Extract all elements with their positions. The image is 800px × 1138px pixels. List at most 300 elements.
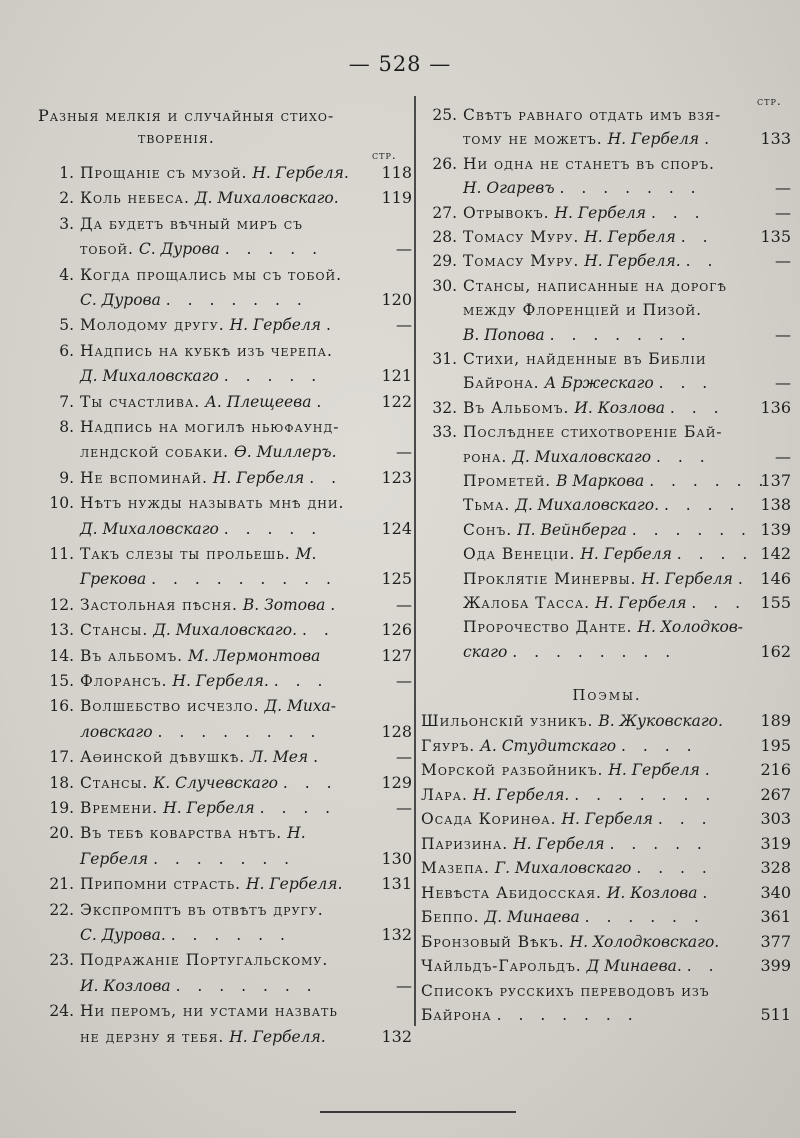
entry-page-number: 130: [381, 848, 412, 868]
entry-number: 22.: [49, 900, 74, 919]
entry-author: Н. Гербеля.: [229, 1027, 326, 1046]
entry-page-number: —: [396, 975, 412, 995]
toc-entry: [38, 439, 412, 465]
entry-page-number: 303: [760, 809, 791, 828]
entry-number: 5.: [59, 316, 74, 335]
entry-page-number: 138: [760, 495, 791, 515]
entry-author: Н. Гербеля: [561, 810, 653, 828]
entry-author: П. Вейнберга: [517, 520, 627, 539]
entry-title: Байрона.: [463, 374, 540, 393]
entry-number: 23.: [49, 951, 74, 970]
entry-author: ловскаго: [80, 722, 153, 741]
toc-entry: [38, 592, 412, 618]
entry-number: 33.: [432, 423, 457, 442]
entry-page-number: 328: [760, 858, 791, 877]
toc-entry: [38, 770, 412, 796]
toc-entry: [421, 395, 791, 421]
entry-leader-dots: . . .: [282, 773, 338, 792]
entry-leader-dots: . . . . . . .: [496, 1006, 639, 1024]
entry-title: между Флоренціей и Пизой.: [463, 301, 703, 320]
entry-title: Тьма.: [463, 496, 511, 515]
entry-title: Гяуръ.: [421, 736, 476, 755]
entry-author: А. Студитскаго: [480, 736, 617, 755]
toc-entry: [421, 566, 791, 592]
entry-author: А. Плещеева: [205, 392, 312, 411]
entry-author: С. Дурова.: [80, 926, 166, 944]
entry-page-number: 142: [760, 544, 791, 564]
toc-entry: [421, 831, 791, 857]
entry-page-number: 139: [760, 519, 791, 539]
entry-leader-dots: . . . .: [636, 859, 713, 877]
toc-entry: [421, 806, 791, 832]
toc-entry: [38, 922, 412, 948]
toc-entry: [421, 175, 791, 201]
entry-page-number: 119: [381, 188, 412, 208]
entry-number: 25.: [432, 106, 457, 124]
toc-entry: [421, 517, 791, 543]
entry-page-number: 155: [760, 593, 791, 612]
toc-entry: [38, 516, 412, 542]
bottom-rule: [320, 1111, 516, 1113]
entry-page-number: 361: [760, 907, 791, 926]
page-number: — 528 —: [348, 52, 452, 76]
toc-entry: [421, 346, 706, 372]
entry-leader-dots: . . . . . . .: [559, 179, 702, 198]
entry-leader-dots: . . . . . .: [584, 908, 705, 926]
entry-page-number: 124: [381, 518, 412, 538]
entry-title: лендской собаки.: [80, 443, 230, 462]
entry-leader-dots: . . . . . .: [649, 472, 770, 490]
entry-leader-dots: . . .: [657, 810, 713, 828]
section-title-line-1: Разныя мелкія и случайныя стихо-: [38, 106, 335, 125]
entry-page-number: 399: [760, 956, 791, 975]
toc-entry: [38, 185, 412, 211]
entry-page-number: 126: [381, 620, 412, 640]
entry-title: Припомни страсть.: [80, 875, 242, 894]
entry-author: Д. Михаловскаго.: [153, 621, 298, 640]
entry-leader-dots: . . . .: [663, 496, 741, 515]
entry-author: Л. Мея: [250, 748, 309, 767]
toc-entry: [421, 492, 791, 518]
entry-author: Н. Гербеля: [163, 799, 255, 817]
entry-author: И. Козлова: [574, 398, 665, 417]
entry-leader-dots: . . . . .: [223, 519, 323, 538]
entry-author: И. Козлова: [80, 976, 171, 995]
toc-entry: [38, 998, 338, 1024]
entry-leader-dots: .: [326, 316, 337, 335]
left-page-column-header: стр.: [372, 148, 397, 162]
entry-number: 12.: [49, 595, 74, 614]
entry-author: М.: [295, 545, 317, 563]
entry-author: Н. Гербеля.: [584, 252, 681, 271]
entry-page-number: —: [396, 671, 412, 690]
entry-title: Стансы, написанные на дорогѣ: [463, 276, 727, 295]
entry-page-number: —: [775, 446, 791, 466]
entry-page-number: —: [396, 315, 412, 335]
entry-leader-dots: . . . . . . . .: [157, 722, 322, 741]
toc-entry: [38, 338, 333, 364]
entry-number: 18.: [49, 773, 74, 792]
entry-title: Свѣтъ равнаго отдать имъ взя-: [463, 106, 722, 124]
entry-number: 15.: [49, 672, 74, 690]
entry-title: тобой.: [80, 240, 134, 259]
entry-page-number: —: [775, 373, 791, 393]
entry-leader-dots: . . . . . . . . .: [151, 570, 337, 589]
entry-leader-dots: . . .: [691, 594, 747, 612]
entry-author: Д. Миха-: [264, 697, 337, 716]
entry-number: 27.: [432, 203, 457, 222]
toc-entry: [38, 643, 412, 669]
entry-page-number: —: [775, 324, 791, 344]
entry-leader-dots: .: [704, 761, 716, 779]
entry-author: Д. Михаловскаго.: [515, 496, 660, 515]
entry-author: Н. Гербеля: [580, 545, 672, 564]
entry-number: 9.: [59, 468, 74, 487]
entry-leader-dots: . . .: [273, 672, 329, 690]
entry-author: М. Лермонтова: [187, 646, 321, 665]
toc-entry: [421, 614, 743, 640]
entry-leader-dots: . . . . . . .: [549, 325, 692, 344]
entry-author: Д. Михаловскаго: [512, 447, 652, 466]
entry-title: Невѣста Абидосская.: [421, 883, 602, 902]
entry-page-number: 319: [760, 833, 791, 853]
entry-title: Послѣднее стихотвореніе Бай-: [463, 423, 723, 442]
toc-entry: [421, 419, 723, 445]
entry-number: 6.: [59, 341, 74, 360]
entry-title: Времени.: [80, 799, 159, 817]
entry-author: Д. Минаева: [484, 908, 580, 926]
entry-page-number: 377: [760, 931, 791, 951]
entry-leader-dots: .: [704, 130, 716, 149]
entry-page-number: 216: [760, 760, 791, 779]
section-title-line-2: творенія.: [138, 128, 215, 147]
entry-title: Ни одна не станетъ въ споръ.: [463, 154, 715, 173]
toc-entry: [38, 871, 412, 897]
toc-entry: [38, 719, 412, 745]
entry-author: Г. Михаловскаго: [494, 859, 632, 877]
toc-entry: [38, 262, 342, 288]
entry-author: С. Дурова: [138, 240, 220, 259]
entry-page-number: 137: [760, 471, 791, 490]
toc-entry: [421, 1002, 791, 1028]
entry-title: тому не можетъ.: [463, 130, 603, 149]
entry-number: 32.: [432, 398, 457, 417]
entry-author: В. Жуковскаго.: [598, 712, 723, 730]
entry-leader-dots: . .: [309, 468, 343, 487]
toc-entry: [38, 973, 412, 999]
entry-title: Морской разбойникъ.: [421, 761, 604, 779]
entry-leader-dots: .: [313, 748, 325, 767]
entry-page-number: 131: [381, 874, 412, 894]
entry-title: Томасу Муру.: [463, 252, 580, 271]
toc-entry: [38, 668, 412, 694]
entry-title: Стансы.: [80, 773, 149, 792]
entry-leader-dots: . .: [685, 252, 719, 271]
entry-author: скаго: [463, 642, 508, 661]
entry-leader-dots: .: [330, 595, 342, 614]
entry-author: Н. Огаревъ: [463, 179, 555, 198]
entry-title: Аѳинской дѣвушкѣ.: [80, 748, 246, 767]
entry-title: Отрывокъ.: [463, 203, 550, 222]
entry-page-number: —: [396, 747, 412, 767]
entry-title: Нѣтъ нужды называть мнѣ дни.: [80, 494, 345, 513]
entry-page-number: 195: [760, 735, 791, 755]
entry-leader-dots: . . . . .: [609, 834, 708, 853]
entry-author: Н. Гербеля: [608, 761, 700, 779]
entry-title: Ты счастлива.: [80, 392, 201, 411]
entry-author: К. Случевскаго: [153, 773, 278, 792]
entry-title: Стансы.: [80, 621, 149, 640]
entry-title: Шильонскій узникъ.: [421, 712, 594, 730]
toc-entry: [421, 102, 721, 128]
entry-author: Н. Гербеля.: [172, 672, 269, 690]
entry-title: Флорансъ.: [80, 672, 168, 690]
entry-number: 20.: [49, 824, 74, 843]
toc-entry: [421, 273, 727, 299]
toc-entry: [421, 855, 791, 881]
entry-title: Сонъ.: [463, 520, 513, 539]
entry-author: В Маркова: [556, 472, 645, 490]
entry-title: Лара.: [421, 785, 468, 804]
toc-entry: [421, 200, 791, 226]
entry-page-number: 162: [760, 641, 791, 661]
entry-title: Подражаніе Португальскому.: [80, 951, 329, 970]
toc-entry: [421, 322, 791, 348]
entry-author: Н. Гербеля.: [252, 164, 349, 182]
entry-number: 24.: [49, 1002, 74, 1021]
entry-title: Прощаніе съ музой.: [80, 164, 248, 182]
entry-page-number: 127: [381, 645, 412, 665]
entry-number: 28.: [432, 228, 457, 246]
toc-entry: [38, 414, 340, 440]
entry-number: 11.: [49, 545, 74, 563]
entry-leader-dots: . . .: [658, 374, 714, 393]
entry-page-number: —: [775, 202, 791, 222]
entry-leader-dots: .: [702, 883, 714, 902]
entry-number: 19.: [49, 799, 74, 817]
entry-page-number: 128: [381, 721, 412, 741]
entry-title: Въ Альбомъ.: [463, 398, 570, 417]
entry-leader-dots: . . . . . .: [631, 520, 752, 539]
entry-title: Экспромптъ въ отвѣтъ другу.: [80, 900, 324, 919]
entry-title: Надпись на могилѣ ньюфаунд-: [80, 418, 340, 436]
toc-entry: [38, 287, 412, 313]
entry-leader-dots: .: [316, 392, 328, 411]
toc-entry: [38, 744, 412, 770]
entry-leader-dots: . . . . .: [224, 240, 324, 259]
entry-number: 16.: [49, 697, 74, 716]
entry-page-number: —: [775, 178, 791, 198]
entry-author: Н. Гербеля.: [472, 785, 570, 804]
entry-leader-dots: . .: [301, 621, 335, 640]
entry-author: Н. Гербеля: [607, 130, 700, 149]
entry-number: 10.: [49, 494, 74, 513]
entry-leader-dots: . . .: [669, 398, 725, 417]
entry-author: Ѳ. Миллеръ.: [234, 443, 337, 462]
entry-page-number: —: [396, 442, 412, 462]
entry-page-number: 125: [381, 569, 412, 589]
entry-leader-dots: . . . . . . . .: [512, 642, 677, 661]
toc-entry: [38, 465, 412, 491]
entry-page-number: 136: [760, 397, 791, 417]
toc-entry: [38, 236, 412, 262]
toc-entry: [38, 389, 412, 415]
entry-number: 31.: [432, 350, 457, 368]
toc-entry: [38, 566, 412, 592]
entry-title: Чайльдъ-Гарольдъ.: [421, 957, 582, 975]
entry-number: 1.: [59, 164, 74, 182]
toc-entry: [38, 312, 412, 338]
entry-author: Н. Гербеля: [229, 316, 322, 335]
entry-title: Волшебство исчезло.: [80, 697, 260, 716]
toc-entry: [421, 708, 791, 734]
entry-number: 8.: [59, 418, 74, 436]
entry-leader-dots: . . . . . . .: [153, 849, 296, 868]
entry-page-number: 123: [381, 467, 412, 487]
entry-page-number: 135: [760, 227, 791, 246]
toc-entry: [38, 541, 316, 567]
entry-page-number: 132: [381, 925, 412, 944]
toc-entry: [421, 880, 791, 906]
entry-number: 21.: [49, 875, 74, 894]
entry-page-number: 340: [760, 882, 791, 902]
entry-author: А Бржескаго: [544, 374, 654, 393]
toc-entry: [421, 929, 791, 955]
entry-title: Молодому другу.: [80, 316, 225, 335]
entry-page-number: 146: [760, 568, 791, 588]
entry-title: Бронзовый Вѣкъ.: [421, 932, 565, 951]
entry-author: Гербеля: [80, 849, 149, 868]
entry-page-number: —: [396, 798, 412, 817]
entry-author: Н. Гербеля: [212, 468, 305, 487]
toc-entry: [421, 733, 791, 759]
entry-author: Д. Михаловскаго.: [194, 189, 339, 208]
entry-page-number: 133: [760, 129, 791, 149]
entry-title: Такъ слезы ты прольешь.: [80, 545, 291, 563]
entry-page-number: 189: [760, 711, 791, 730]
entry-author: Д Минаева.: [586, 957, 682, 975]
entry-leader-dots: . .: [680, 228, 714, 246]
entry-number: 7.: [59, 392, 74, 411]
toc-entry: [421, 782, 791, 808]
entry-leader-dots: . . . . . . .: [574, 785, 717, 804]
entry-title: Осада Коринѳа.: [421, 810, 557, 828]
entry-number: 3.: [59, 214, 74, 233]
entry-title: Ни перомъ, ни устами назвать: [80, 1002, 338, 1021]
entry-author: Н. Гербеля: [554, 203, 646, 222]
entry-title: Пророчество Данте.: [463, 618, 633, 637]
entry-leader-dots: . . .: [656, 447, 711, 466]
poems-section-title: Поэмы.: [572, 686, 642, 704]
toc-entry: [421, 978, 710, 1004]
toc-entry: [421, 639, 791, 665]
entry-title: Жалоба Тасса.: [463, 594, 591, 612]
entry-title: рона.: [463, 447, 508, 466]
entry-leader-dots: . . . . . .: [170, 926, 291, 944]
toc-entry: [38, 820, 306, 846]
entry-author: Н.: [287, 824, 306, 843]
entry-author: Н. Гербеля: [584, 228, 676, 246]
entry-number: 14.: [49, 646, 74, 665]
entry-leader-dots: . . . .: [676, 545, 754, 564]
entry-title: Коль небеса.: [80, 189, 190, 208]
toc-entry: [38, 1024, 412, 1050]
entry-author: В. Попова: [463, 325, 545, 344]
entry-page-number: 511: [760, 1005, 791, 1024]
column-divider: [414, 96, 416, 1026]
entry-title: Списокъ русскихъ переводовъ изъ: [421, 981, 710, 1000]
entry-author: Н. Гербеля: [641, 569, 733, 588]
entry-leader-dots: .: [737, 569, 749, 588]
toc-entry: [38, 846, 412, 872]
entry-leader-dots: . .: [686, 957, 720, 975]
entry-author: Д. Михаловскаго: [80, 367, 219, 386]
entry-leader-dots: . . . .: [621, 736, 698, 755]
entry-title: Проклятіе Минервы.: [463, 569, 637, 588]
entry-number: 30.: [432, 276, 457, 295]
toc-entry: [421, 904, 791, 930]
toc-entry: [421, 151, 715, 177]
entry-page-number: 129: [381, 772, 412, 792]
entry-title: Беппо.: [421, 908, 480, 926]
entry-author: Н. Гербеля.: [246, 875, 343, 894]
entry-author: Н. Холодков-: [637, 618, 744, 637]
entry-title: Въ тебѣ коварства нѣтъ.: [80, 824, 283, 843]
toc-entry: [421, 444, 791, 470]
toc-entry: [38, 795, 412, 821]
entry-title: Мазепа.: [421, 859, 490, 877]
toc-entry: [38, 617, 412, 643]
entry-author: И. Козлова: [606, 883, 698, 902]
entry-number: 26.: [432, 154, 457, 173]
entry-title: Паризина.: [421, 834, 509, 853]
toc-entry: [38, 947, 328, 973]
toc-entry: [421, 757, 791, 783]
toc-entry: [421, 126, 791, 152]
entry-title: Въ альбомъ.: [80, 646, 184, 665]
toc-entry: [421, 248, 791, 274]
entry-title: Прометей.: [463, 472, 552, 490]
toc-entry: [38, 160, 412, 186]
toc-entry: [421, 468, 791, 494]
entry-page-number: 267: [760, 784, 791, 804]
toc-entry: [38, 490, 344, 516]
entry-title: Застольная пѣсня.: [80, 595, 238, 614]
entry-number: 29.: [432, 252, 457, 271]
toc-entry: [421, 370, 791, 396]
entry-title: Стихи, найденные въ Библіи: [463, 350, 707, 368]
entry-leader-dots: . . . . . . .: [165, 291, 308, 309]
entry-title: Ода Венеціи.: [463, 545, 576, 564]
entry-author: Грекова: [80, 570, 147, 589]
entry-title: Томасу Муру.: [463, 228, 580, 246]
entry-number: 17.: [49, 748, 74, 767]
entry-page-number: —: [396, 239, 412, 259]
entry-page-number: —: [396, 594, 412, 614]
entry-page-number: —: [775, 251, 791, 271]
entry-leader-dots: . . . . .: [223, 367, 323, 386]
right-page-column-header: стр.: [757, 94, 782, 108]
entry-leader-dots: . . . .: [259, 799, 337, 817]
entry-page-number: 132: [381, 1026, 412, 1046]
entry-leader-dots: . . .: [650, 203, 706, 222]
entry-leader-dots: . . . . . . .: [175, 976, 318, 995]
entry-page-number: 118: [381, 163, 412, 182]
entry-number: 2.: [59, 189, 74, 208]
entry-author: Н. Холодковскаго.: [569, 932, 720, 951]
entry-title: Байрона: [421, 1006, 492, 1024]
toc-entry: [421, 224, 791, 250]
